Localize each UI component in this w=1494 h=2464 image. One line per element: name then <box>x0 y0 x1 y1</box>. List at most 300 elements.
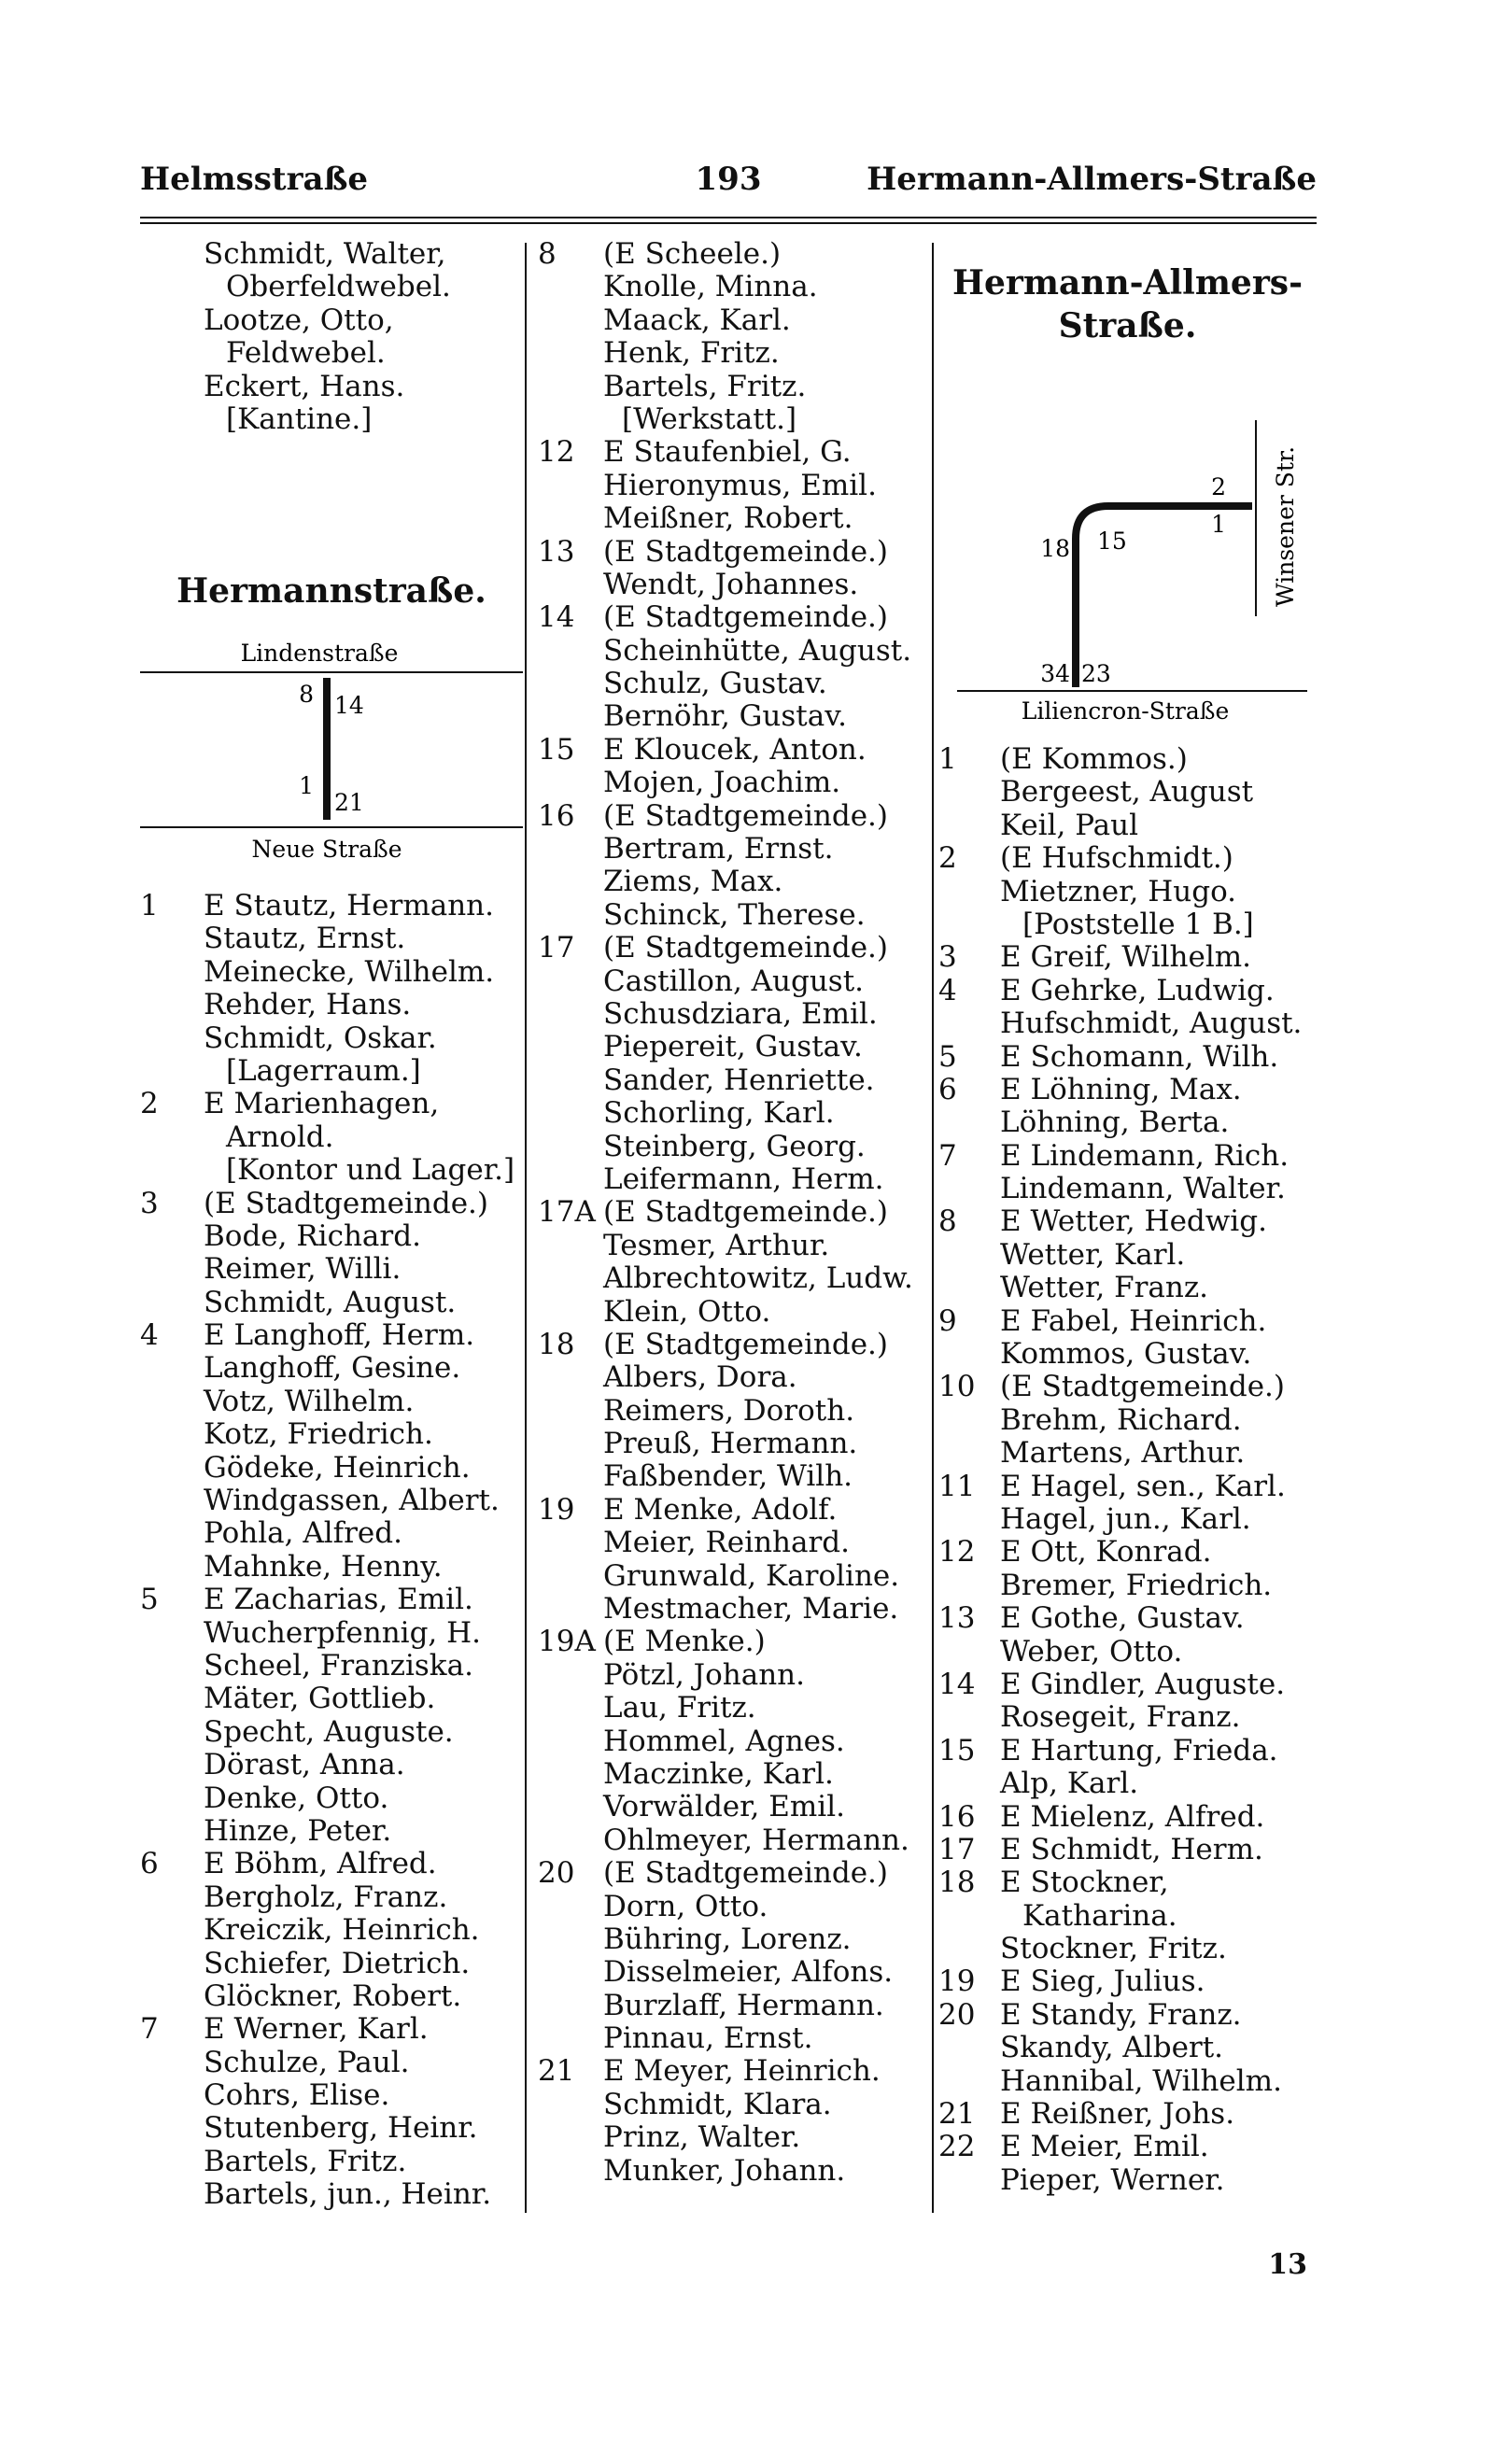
resident-entry: Weber, Otto. <box>1000 1634 1183 1668</box>
house-number: 2 <box>938 841 957 876</box>
list-item <box>140 371 523 403</box>
house-number: 17 <box>538 931 575 965</box>
list-item <box>938 1007 1317 1040</box>
list-item <box>938 1801 1317 1834</box>
list-item <box>538 700 930 733</box>
resident-entry: Dorn, Otto. <box>603 1889 768 1923</box>
map-number: 15 <box>1097 528 1127 555</box>
list-item <box>140 1253 523 1286</box>
list-item <box>538 635 930 668</box>
house-number: 8 <box>938 1204 957 1239</box>
house-number: 1 <box>140 889 159 922</box>
house-number: 17 <box>938 1832 976 1866</box>
house-number: 4 <box>938 973 957 1007</box>
list-item <box>938 1570 1317 1602</box>
house-number: 18 <box>538 1327 575 1361</box>
list-item <box>538 502 930 535</box>
resident-entry: Brehm, Richard. <box>1000 1402 1242 1437</box>
list-item <box>938 1503 1317 1536</box>
house-number: 14 <box>538 600 575 635</box>
list-item <box>140 1980 523 2013</box>
map-number: 23 <box>1081 660 1111 687</box>
resident-entry: Vorwälder, Emil. <box>603 1790 845 1824</box>
list-item <box>140 1188 523 1220</box>
list-item <box>538 2022 930 2055</box>
header-right-street: Hermann-Allmers-Straße <box>867 161 1317 198</box>
resident-entry: Wucherpfennig, H. <box>204 1615 482 1650</box>
list-item <box>938 1239 1317 1272</box>
resident-entry: Stockner, Fritz. <box>1000 1932 1227 1966</box>
list-item <box>140 1088 523 1120</box>
list-item <box>538 668 930 700</box>
house-number: 12 <box>538 435 575 470</box>
list-item <box>938 2032 1317 2064</box>
resident-entry: Ohlmeyer, Hermann. <box>603 1823 909 1857</box>
list-item <box>938 1272 1317 1304</box>
resident-entry: Lootze, Otto, <box>204 303 394 337</box>
resident-entry: E Langhoff, Herm. <box>204 1318 475 1353</box>
sheet-number: 13 <box>1268 2248 1307 2281</box>
street-title-hermannstrasse: Hermannstraße. <box>176 571 486 611</box>
list-item <box>538 569 930 601</box>
house-number: 2 <box>140 1087 159 1121</box>
resident-entry: E Wetter, Hedwig. <box>1000 1204 1267 1239</box>
resident-entry: (E Scheele.) <box>603 237 782 271</box>
street-map-hermannstrasse <box>140 616 523 868</box>
resident-entry: Tesmer, Arthur. <box>603 1228 830 1262</box>
house-number: 3 <box>938 940 957 975</box>
resident-entry: E Sieg, Julius. <box>1000 1964 1205 1999</box>
list-item <box>938 941 1317 974</box>
resident-entry: Schiefer, Dietrich. <box>204 1946 471 1980</box>
list-item <box>538 1262 930 1295</box>
list-item <box>140 1418 523 1451</box>
resident-entry: Burzlaff, Hermann. <box>603 1988 884 2022</box>
list-item <box>938 1205 1317 1238</box>
resident-entry: (E Stadtgemeinde.) <box>603 1856 889 1891</box>
resident-entry: E Kloucek, Anton. <box>603 732 867 767</box>
list-item <box>538 1626 930 1658</box>
list-item <box>538 1527 930 1559</box>
list-item <box>538 1659 930 1692</box>
list-item <box>140 1220 523 1253</box>
list-item <box>140 403 523 436</box>
resident-entry: Pinnau, Ernst. <box>603 2021 813 2056</box>
house-number: 15 <box>538 732 575 767</box>
list-item <box>538 470 930 502</box>
resident-entry: Mietzner, Hugo. <box>1000 874 1237 908</box>
resident-entry: Rosegeit, Franz. <box>1000 1700 1241 1735</box>
resident-entry: E Schomann, Wilh. <box>1000 1039 1279 1074</box>
map-number: 18 <box>1040 535 1070 562</box>
map-side-street: Winsener Str. <box>1272 445 1299 607</box>
house-number: 6 <box>140 1847 159 1881</box>
list-item <box>140 2047 523 2079</box>
resident-entry: E Meyer, Heinrich. <box>603 2054 881 2089</box>
resident-entry: Schorling, Karl. <box>603 1096 835 1131</box>
list-item <box>938 1900 1317 1933</box>
resident-entry: Pieper, Werner. <box>1000 2162 1225 2197</box>
resident-entry: E Zacharias, Emil. <box>204 1583 473 1617</box>
map-number: 21 <box>334 789 364 816</box>
column-2 <box>538 238 930 2188</box>
map-bottom-street: Liliencron-Straße <box>1021 697 1230 725</box>
list-item <box>538 1064 930 1097</box>
map-drawing <box>140 616 523 868</box>
resident-entry: Kommos, Gustav. <box>1000 1337 1252 1372</box>
house-number: 14 <box>938 1667 976 1701</box>
resident-entry: (E Stadtgemeinde.) <box>603 1327 889 1361</box>
resident-entry: Glöckner, Robert. <box>204 1978 462 2013</box>
list-item <box>140 1319 523 1352</box>
resident-entry: Sander, Henriette. <box>603 1063 875 1097</box>
list-item <box>938 1371 1317 1403</box>
resident-entry: Reimer, Willi. <box>204 1252 402 1287</box>
resident-entry: E Stautz, Hermann. <box>204 889 494 922</box>
list-item <box>140 1914 523 1947</box>
page-header <box>140 161 1317 207</box>
list-item <box>140 1452 523 1485</box>
resident-entry: Schinck, Therese. <box>603 897 866 932</box>
list-item <box>538 271 930 303</box>
list-item <box>538 1824 930 1857</box>
list-item <box>538 238 930 271</box>
house-number: 17A <box>538 1195 596 1230</box>
list-item <box>938 1437 1317 1470</box>
list-item <box>938 810 1317 842</box>
list-item <box>538 734 930 767</box>
entry-list <box>538 238 930 2188</box>
house-number: 10 <box>938 1370 976 1404</box>
map-number: 8 <box>299 681 314 708</box>
list-item <box>538 800 930 833</box>
resident-entry: Stutenberg, Heinr. <box>204 2111 478 2146</box>
resident-entry: Bartels, Fritz. <box>204 2144 407 2178</box>
resident-entry: Wendt, Johannes. <box>603 567 859 601</box>
house-number: 8 <box>538 237 557 271</box>
resident-entry: Scheinhütte, August. <box>603 633 912 668</box>
resident-entry: (E Stadtgemeinde.) <box>603 534 889 569</box>
house-number: 1 <box>938 742 957 776</box>
list-item <box>938 908 1317 941</box>
list-item <box>140 1287 523 1319</box>
list-item <box>938 1933 1317 1965</box>
resident-entry: Leifermann, Herm. <box>603 1162 884 1196</box>
resident-entry: E Löhning, Max. <box>1000 1072 1242 1106</box>
resident-entry: Alp, Karl. <box>1000 1767 1139 1801</box>
map-number: 1 <box>1211 511 1226 538</box>
house-number: 12 <box>938 1535 976 1570</box>
resident-entry: Mäter, Gottlieb. <box>204 1682 436 1716</box>
house-number: 6 <box>938 1072 957 1106</box>
list-item <box>938 776 1317 809</box>
list-item <box>538 965 930 998</box>
resident-entry: Schulz, Gustav. <box>603 667 827 701</box>
list-item <box>938 1471 1317 1503</box>
list-item <box>938 1767 1317 1800</box>
list-item <box>538 601 930 634</box>
resident-entry: Hinze, Peter. <box>204 1813 392 1848</box>
house-number: 19 <box>938 1964 976 1999</box>
resident-entry: E Schmidt, Herm. <box>1000 1832 1263 1866</box>
list-item <box>140 1650 523 1683</box>
entry-list <box>140 890 523 2212</box>
resident-entry: E Stockner, <box>1000 1866 1169 1900</box>
resident-entry: Windgassen, Albert. <box>204 1484 500 1518</box>
list-item <box>538 1891 930 1923</box>
list-item <box>538 1361 930 1394</box>
resident-entry: Disselmeier, Alfons. <box>603 1955 894 1990</box>
map-number: 2 <box>1211 473 1226 500</box>
resident-entry: E Fabel, Heinrich. <box>1000 1303 1267 1338</box>
resident-entry: E Gothe, Gustav. <box>1000 1601 1245 1636</box>
list-item <box>938 1668 1317 1701</box>
resident-entry: Schmidt, Oskar. <box>204 1021 437 1055</box>
list-item <box>538 767 930 799</box>
list-item <box>938 1074 1317 1106</box>
resident-entry: Eckert, Hans. <box>204 369 405 403</box>
resident-entry: E Menke, Adolf. <box>603 1492 838 1527</box>
list-item <box>140 1022 523 1055</box>
resident-entry: Bartels, jun., Heinr. <box>204 2177 492 2212</box>
resident-entry: E Ott, Konrad. <box>1000 1535 1212 1570</box>
resident-entry: Piepereit, Gustav. <box>603 1030 863 1064</box>
list-item <box>938 2131 1317 2163</box>
resident-entry: Schusdziara, Emil. <box>603 996 878 1031</box>
list-item <box>140 2112 523 2145</box>
house-number: 11 <box>938 1469 976 1503</box>
resident-entry: Hufschmidt, August. <box>1000 1007 1303 1041</box>
list-item <box>140 1782 523 1815</box>
continuation-list <box>140 238 523 436</box>
map-drawing <box>938 411 1317 728</box>
list-item <box>140 1584 523 1616</box>
resident-entry: Scheel, Franziska. <box>204 1648 473 1683</box>
list-item <box>938 1338 1317 1371</box>
list-item <box>938 842 1317 875</box>
column-3-entries <box>938 743 1317 2197</box>
resident-entry: Lau, Fritz. <box>603 1691 756 1725</box>
list-item <box>938 1636 1317 1668</box>
column-1 <box>140 238 523 436</box>
resident-entry: Specht, Auguste. <box>204 1714 454 1749</box>
house-number: 20 <box>938 1997 976 2032</box>
resident-entry: (E Stadtgemeinde.) <box>603 600 889 635</box>
list-item <box>140 1881 523 1914</box>
list-item <box>538 1857 930 1890</box>
list-item <box>938 1140 1317 1173</box>
house-number: 21 <box>538 2054 575 2089</box>
resident-entry: (E Hufschmidt.) <box>1000 841 1233 876</box>
street-title-line: Straße. <box>1058 306 1197 345</box>
house-number: 21 <box>938 2097 976 2132</box>
column-1-entries <box>140 890 523 2212</box>
list-item <box>938 1834 1317 1866</box>
resident-entry: Klein, Otto. <box>603 1294 771 1329</box>
resident-entry: Bergeest, August <box>1000 775 1254 810</box>
house-number: 13 <box>538 534 575 569</box>
list-item <box>938 1106 1317 1139</box>
list-item <box>140 2146 523 2178</box>
resident-entry: Schmidt, Walter, <box>204 237 446 271</box>
list-item <box>538 1593 930 1626</box>
list-item <box>538 1329 930 1361</box>
house-number: 16 <box>538 798 575 833</box>
list-item <box>140 1948 523 1980</box>
list-item <box>538 436 930 469</box>
list-item <box>140 1716 523 1749</box>
list-item <box>538 536 930 569</box>
list-item <box>538 403 930 436</box>
list-item <box>538 1758 930 1791</box>
list-item <box>140 1386 523 1418</box>
house-number: 19A <box>538 1625 596 1659</box>
house-number: 13 <box>938 1601 976 1636</box>
list-item <box>140 2178 523 2211</box>
house-number: 9 <box>938 1303 957 1338</box>
list-item <box>538 1230 930 1262</box>
house-number: 19 <box>538 1492 575 1527</box>
list-item <box>938 2065 1317 2098</box>
resident-entry: Henk, Fritz. <box>603 336 780 371</box>
map-bottom-street: Neue Straße <box>251 836 402 863</box>
resident-entry: Schmidt, August. <box>204 1285 457 1319</box>
list-item <box>538 932 930 964</box>
list-item <box>140 1749 523 1781</box>
list-item <box>538 1395 930 1428</box>
resident-entry: Albrechtowitz, Ludw. <box>603 1261 913 1296</box>
list-item <box>140 1551 523 1584</box>
resident-entry: Steinberg, Georg. <box>603 1129 866 1163</box>
house-number: 18 <box>938 1866 976 1900</box>
list-item <box>538 337 930 370</box>
resident-entry: Castillon, August. <box>603 964 865 998</box>
list-item <box>538 1031 930 1063</box>
list-item <box>140 1517 523 1550</box>
list-item <box>938 1041 1317 1074</box>
list-item <box>140 1485 523 1517</box>
resident-entry: Keil, Paul <box>1000 808 1139 842</box>
house-number: 16 <box>938 1799 976 1834</box>
resident-entry: E Meier, Emil. <box>1000 2130 1209 2164</box>
list-item <box>140 271 523 303</box>
resident-entry: E Mielenz, Alfred. <box>1000 1799 1265 1834</box>
list-item <box>140 1848 523 1880</box>
resident-entry: Bertram, Ernst. <box>603 832 834 866</box>
list-item <box>938 1965 1317 1998</box>
resident-entry: Gödeke, Heinrich. <box>204 1450 471 1485</box>
resident-entry: E Hartung, Frieda. <box>1000 1733 1278 1767</box>
list-item <box>538 1296 930 1329</box>
list-item <box>538 1428 930 1460</box>
resident-entry: Stautz, Ernst. <box>204 922 406 956</box>
resident-entry: (E Stadtgemeinde.) <box>204 1186 489 1220</box>
resident-entry: Prinz, Walter. <box>603 2120 801 2155</box>
resident-entry: Meißner, Robert. <box>603 501 853 536</box>
list-item <box>538 304 930 337</box>
list-item <box>538 1923 930 1956</box>
list-item <box>538 1956 930 1989</box>
resident-entry: Maczinke, Karl. <box>603 1756 834 1791</box>
list-item <box>538 2089 930 2121</box>
resident-entry: Wetter, Franz. <box>1000 1271 1209 1305</box>
list-item <box>538 371 930 403</box>
house-number: 7 <box>140 2012 159 2047</box>
list-item <box>140 1683 523 1715</box>
resident-entry: E Werner, Karl. <box>204 2012 429 2047</box>
resident-entry: [Werkstatt.] <box>622 401 797 436</box>
list-item <box>140 956 523 989</box>
list-item <box>938 1536 1317 1569</box>
map-top-street: Lindenstraße <box>240 640 399 667</box>
page-number: 193 <box>695 161 762 198</box>
list-item <box>538 1163 930 1196</box>
resident-entry: Mojen, Joachim. <box>603 766 841 800</box>
header-left-street: Helmsstraße <box>140 161 369 198</box>
resident-entry: Reimers, Doroth. <box>603 1393 855 1428</box>
resident-entry: Votz, Wilhelm. <box>204 1384 415 1418</box>
resident-entry: Mahnke, Henny. <box>204 1549 443 1584</box>
resident-entry: Skandy, Albert. <box>1000 2031 1224 2065</box>
house-number: 15 <box>938 1733 976 1767</box>
resident-entry: [Kantine.] <box>226 401 373 436</box>
list-item <box>538 1196 930 1229</box>
header-rule <box>140 217 1317 224</box>
list-item <box>140 2079 523 2112</box>
resident-entry: Ziems, Max. <box>603 865 783 899</box>
resident-entry: Grunwald, Karoline. <box>603 1558 900 1593</box>
list-item <box>538 1791 930 1823</box>
list-item <box>538 2121 930 2154</box>
list-item <box>538 1725 930 1758</box>
resident-entry: Arnold. <box>226 1119 334 1154</box>
list-item <box>140 890 523 922</box>
entry-list <box>938 743 1317 2197</box>
resident-entry: Schulze, Paul. <box>204 2045 410 2079</box>
list-item <box>538 1131 930 1163</box>
house-number: 20 <box>538 1856 575 1891</box>
resident-entry: Munker, Johann. <box>603 2153 846 2188</box>
resident-entry: Knolle, Minna. <box>603 270 818 304</box>
resident-entry: Meier, Reinhard. <box>603 1526 850 1560</box>
resident-entry: (E Menke.) <box>603 1625 766 1659</box>
map-number: 34 <box>1040 660 1070 687</box>
list-item <box>538 1460 930 1493</box>
house-number: 3 <box>140 1186 159 1220</box>
resident-entry: (E Kommos.) <box>1000 742 1188 776</box>
list-item <box>140 2013 523 2046</box>
resident-entry: Denke, Otto. <box>204 1781 389 1815</box>
resident-entry: Kreiczik, Heinrich. <box>204 1913 480 1948</box>
list-item <box>538 899 930 932</box>
resident-entry: Martens, Arthur. <box>1000 1436 1246 1471</box>
house-number: 22 <box>938 2130 976 2164</box>
list-item <box>538 1494 930 1527</box>
resident-entry: E Standy, Franz. <box>1000 1997 1242 2032</box>
list-item <box>140 989 523 1021</box>
list-item <box>140 238 523 271</box>
column-divider <box>525 243 527 2213</box>
house-number: 7 <box>938 1138 957 1173</box>
resident-entry: Hannibal, Wilhelm. <box>1000 2063 1282 2098</box>
resident-entry: E Staufenbiel, G. <box>603 435 852 470</box>
resident-entry: Albers, Dora. <box>603 1360 797 1395</box>
resident-entry: E Reißner, Johs. <box>1000 2097 1235 2132</box>
resident-entry: Faßbender, Wilh. <box>603 1459 853 1494</box>
list-item <box>938 876 1317 908</box>
list-item <box>938 1999 1317 2032</box>
resident-entry: Bühring, Lorenz. <box>603 1922 852 1956</box>
